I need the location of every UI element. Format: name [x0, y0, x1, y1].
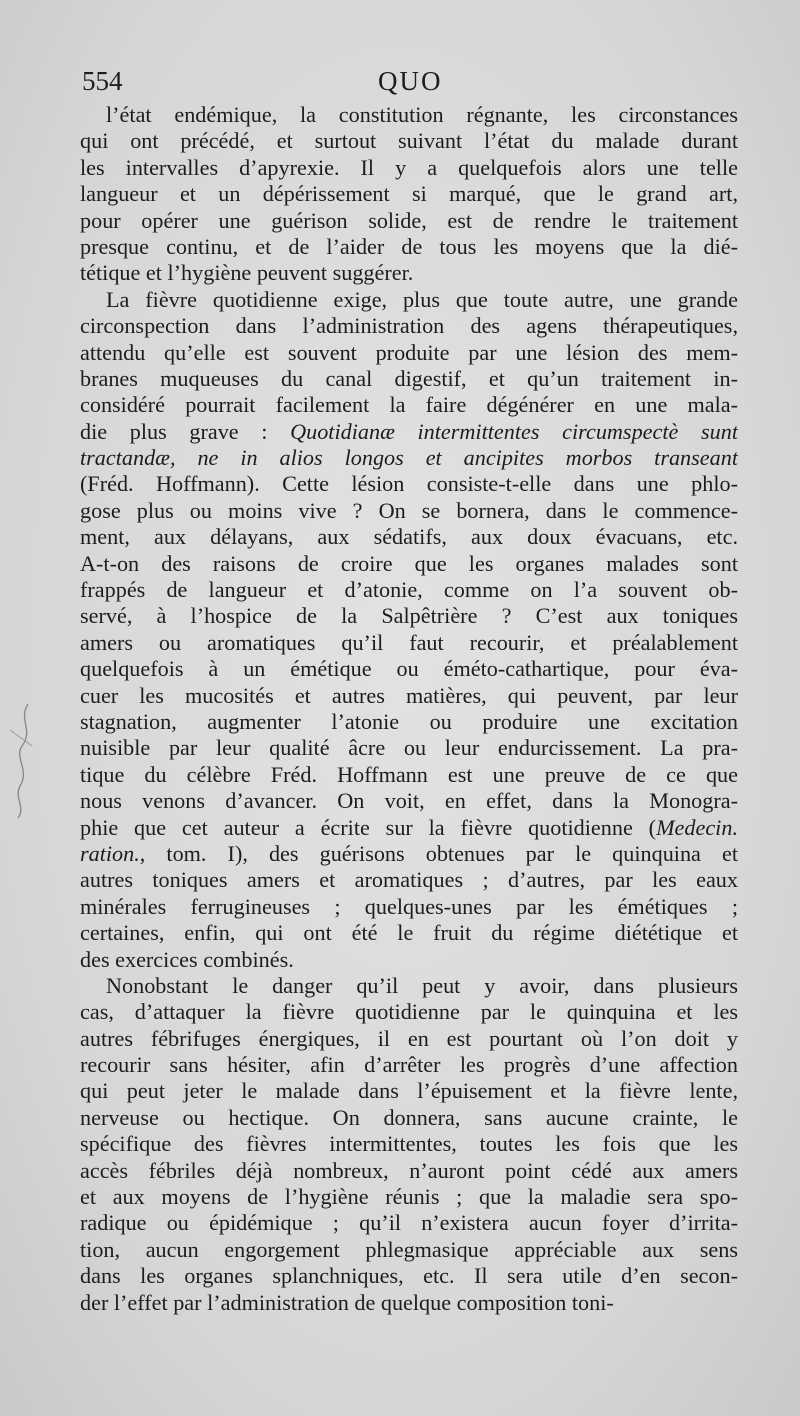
text-line: [80, 683, 738, 709]
margin-pencil-mark: [4, 700, 38, 820]
text-line: [80, 287, 738, 313]
text-line: [80, 392, 738, 418]
text-segment: certaines, enfin, qui ont été le fruit du régime diététique et: [80, 920, 738, 946]
text-line: [80, 102, 738, 128]
text-line: [80, 709, 738, 735]
text-line: [80, 1052, 738, 1078]
text-segment: die plus grave :: [80, 418, 291, 444]
text-segment: recourir sans hésiter, afin d’arrêter les progrès d’une affection: [80, 1052, 738, 1078]
text-segment: amers ou aromatiques qu’il faut recourir, et préalablement: [80, 629, 738, 655]
text-line: [80, 1263, 738, 1289]
text-line: [80, 1131, 738, 1157]
text-line: [80, 340, 738, 366]
text-line: [80, 471, 738, 497]
text-segment: dans les organes splanchniques, etc. Il sera utile d’en secon-: [80, 1263, 738, 1289]
text-line: [80, 524, 738, 550]
text-line: [80, 155, 738, 181]
text-segment: l’état endémique, la constitution régnante, les circonstances: [106, 102, 738, 127]
text-segment: tion, aucun engorgement phlegmasique appréciable aux sens: [80, 1236, 738, 1262]
text-line: [80, 1026, 738, 1052]
text-line: [80, 894, 738, 920]
text-segment: cuer les mucosités et autres matières, qui peuvent, par leur: [80, 682, 738, 708]
text-line: [80, 1078, 738, 1104]
text-segment: qui peut jeter le malade dans l’épuisement et la fièvre lente,: [80, 1078, 738, 1104]
text-line: [80, 762, 738, 788]
text-segment: pour opérer une guérison solide, est de rendre le traitement: [80, 207, 738, 233]
text-segment: nuisible par leur qualité âcre ou leur endurcissement. La pra-: [80, 735, 738, 761]
text-segment: servé, à l’hospice de la Salpêtrière ? C’est aux toniques: [80, 603, 738, 629]
text-line: [80, 577, 738, 603]
text-line: [80, 999, 738, 1025]
text-segment: quelquefois à un émétique ou éméto-cathartique, pour éva-: [80, 656, 738, 682]
text-segment: et aux moyens de l’hygiène réunis ; que la maladie sera spo-: [80, 1184, 738, 1210]
text-line: [80, 1290, 738, 1316]
text-segment: Nonobstant le danger qu’il peut y avoir, dans plusieurs: [106, 972, 738, 998]
text-line: [80, 735, 738, 761]
text-segment: A-t-on des raisons de croire que les organes malades sont: [80, 550, 738, 576]
text-segment: qui ont précédé, et surtout suivant l’état du malade durant: [80, 128, 738, 154]
text-segment: minérales ferrugineuses ; quelques-unes par les émétiques ;: [80, 893, 738, 919]
text-segment: autres toniques amers et aromatiques ; d’autres, par les eaux: [80, 867, 738, 893]
text-segment: autres fébrifuges énergiques, il en est pourtant où l’on doit y: [80, 1025, 738, 1051]
text-segment: nous venons d’avancer. On voit, en effet, dans la Monogra-: [80, 788, 738, 814]
text-line: [80, 208, 738, 234]
text-segment: tique du célèbre Fréd. Hoffmann est une preuve de ce que: [80, 761, 738, 787]
text-line: [80, 841, 738, 867]
italic-text: Medecin.: [656, 814, 738, 840]
text-line: [80, 1105, 738, 1131]
text-segment: (Fréd. Hoffmann). Cette lésion consiste-t-elle dans une phlo-: [80, 471, 738, 497]
italic-text: Quotidianæ intermittentes circumspectè sunt: [290, 418, 738, 444]
page-header: [82, 66, 742, 106]
text-segment: radique ou épidémique ; qu’il n’existera aucun foyer d’irrita-: [80, 1210, 738, 1236]
text-line: [80, 498, 738, 524]
text-line: [80, 947, 738, 973]
running-title: QUO: [378, 66, 443, 96]
text-line: [80, 815, 738, 841]
text-segment: spécifique des fièvres intermittentes, toutes les fois que les: [80, 1131, 738, 1157]
text-line: [80, 788, 738, 814]
text-segment: cas, d’attaquer la fièvre quotidienne par le quinquina et les: [80, 999, 738, 1025]
text-segment: considéré pourrait facilement la faire dégénérer en une mala-: [80, 392, 738, 418]
page-number: 554: [82, 66, 123, 96]
text-segment: frappés de langueur et d’atonie, comme on l’a souvent ob-: [80, 577, 738, 603]
text-line: [80, 551, 738, 577]
text-segment: accès fébriles déjà nombreux, n’auront point cédé aux amers: [80, 1157, 738, 1183]
text-line: [80, 867, 738, 893]
text-line: [80, 181, 738, 207]
text-segment: branes muqueuses du canal digestif, et qu’un traitement in-: [80, 365, 738, 391]
text-line: [80, 1158, 738, 1184]
text-line: [80, 630, 738, 656]
text-segment: des exercices combinés.: [80, 946, 294, 972]
text-segment: stagnation, augmenter l’atonie ou produire une excitation: [80, 708, 738, 734]
text-line: [80, 656, 738, 682]
text-line: [80, 1184, 738, 1210]
text-segment: langueur et un dépérissement si marqué, que le grand art,: [80, 181, 738, 207]
text-line: [80, 445, 738, 471]
text-line: [80, 313, 738, 339]
text-segment: phie que cet auteur a écrite sur la fièvre quotidienne (: [80, 814, 657, 840]
text-line: [80, 973, 738, 999]
text-segment: presque continu, et de l’aider de tous les moyens que la dié-: [80, 233, 738, 259]
text-line: [80, 366, 738, 392]
text-line: [80, 128, 738, 154]
body-text: [80, 102, 738, 1316]
text-segment: attendu qu’elle est souvent produite par une lésion des mem-: [80, 339, 738, 365]
text-line: [80, 419, 738, 445]
text-line: [80, 1237, 738, 1263]
text-line: [80, 603, 738, 629]
text-segment: gose plus ou moins vive ? On se bornera, dans le commence-: [80, 497, 738, 523]
text-segment: nerveuse ou hectique. On donnera, sans aucune crainte, le: [80, 1104, 738, 1130]
text-segment: der l’effet par l’administration de quelque composition toni-: [80, 1289, 614, 1315]
text-segment: La fièvre quotidienne exige, plus que toute autre, une grande: [106, 286, 738, 312]
text-segment: , tom. I), des guérisons obtenues par le quinquina et: [139, 840, 738, 866]
text-line: [80, 234, 738, 260]
text-segment: ment, aux délayans, aux sédatifs, aux doux évacuans, etc.: [80, 524, 738, 550]
italic-text: tractandæ, ne in alios longos et ancipites morbos transeant: [80, 445, 738, 471]
text-line: [80, 1210, 738, 1236]
text-line: [80, 920, 738, 946]
text-segment: tétique et l’hygiène peuvent suggérer.: [80, 260, 414, 286]
text-segment: circonspection dans l’administration des agens thérapeutiques,: [80, 313, 738, 339]
text-segment: les intervalles d’apyrexie. Il y a quelquefois alors une telle: [80, 154, 738, 180]
italic-text: ration.: [80, 840, 140, 866]
text-line: [80, 260, 738, 286]
